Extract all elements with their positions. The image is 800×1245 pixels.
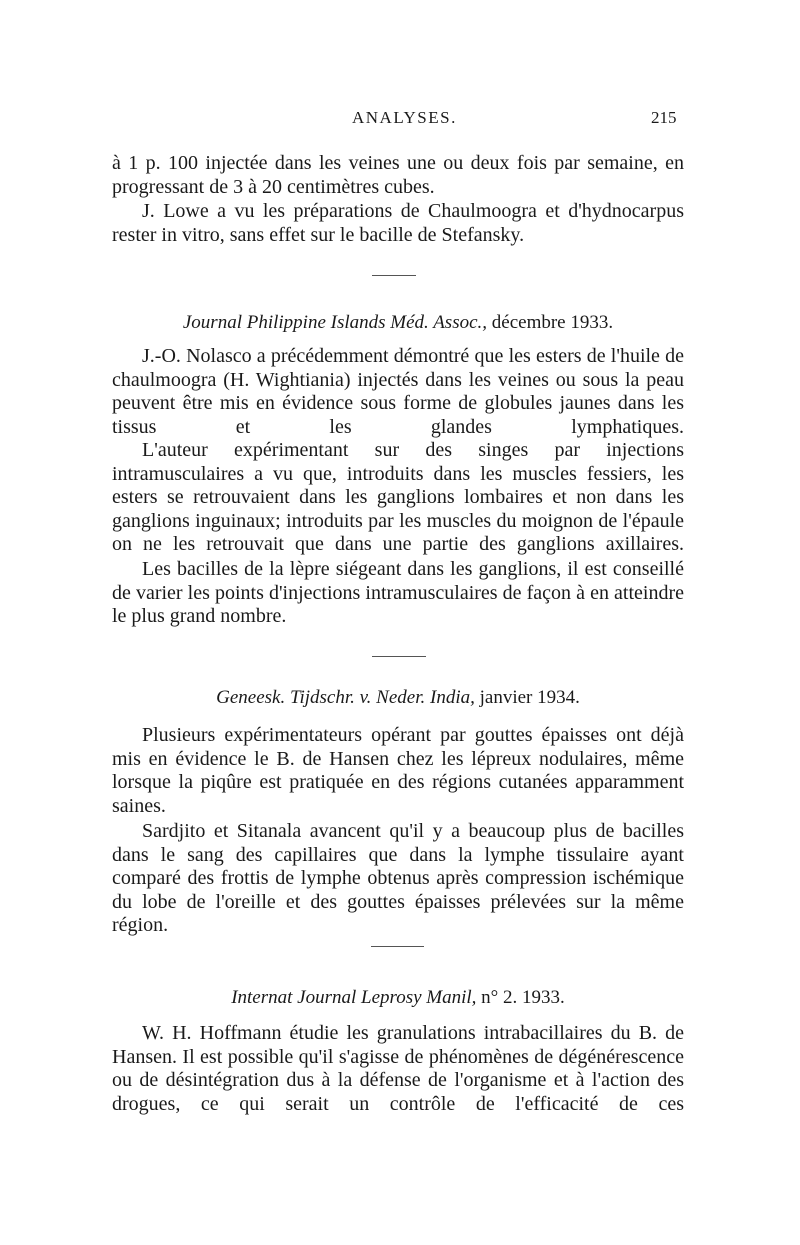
page-number: 215 (651, 108, 677, 127)
paragraph: Sardjito et Sitanala avancent qu'il y a beaucoup plus de bacilles dans le sang des capillaires que dans la lymphe tissulaire ayant comparé des frottis de lymphe obtenus après compression ischémique du lobe de l'oreille et des gouttes épaisses prélevées sur la même région. (112, 820, 684, 936)
citation-date: décembre 1933. (491, 312, 614, 333)
journal-citation (112, 311, 684, 335)
journal-title: Geneesk. Tijdschr. v. Neder. India, (216, 687, 475, 708)
paragraph: W. H. Hoffmann étudie les granulations intrabacillaires du B. de Hansen. Il est possible qu'il s'agisse de phénomènes de dégénérescence ou de désintégration dus à la défense de l'organisme et à l'action des drogues, ce qui serait un contrôle de l'efficacité de ces (112, 1022, 684, 1115)
paragraph: à 1 p. 100 injectée dans les veines une ou deux fois par semaine, en progressant de 3 à 20 centimètres cubes. (112, 152, 684, 198)
citation-date: n° 2. 1933. (481, 987, 565, 1008)
journal-citation (112, 686, 684, 710)
running-head (0, 106, 800, 132)
journal-citation (112, 986, 684, 1010)
section-divider (371, 946, 424, 947)
citation-date: janvier 1934. (479, 687, 580, 708)
paragraph: J. Lowe a vu les préparations de Chaulmoogra et d'hydnocarpus rester in vitro, sans effet sur le bacille de Stefansky. (112, 200, 684, 246)
paragraph: Les bacilles de la lèpre siégeant dans les ganglions, il est conseillé de varier les points d'injections intramusculaires de façon à en atteindre le plus grand nombre. (112, 558, 684, 627)
paragraph: Plusieurs expérimentateurs opérant par gouttes épaisses ont déjà mis en évidence le B. de Hansen chez les lépreux nodulaires, même lorsque la piqûre est pratiquée en des régions cutanées apparamment saines. (112, 724, 684, 817)
paragraph: J.-O. Nolasco a précédemment démontré que les esters de l'huile de chaulmoogra (H. Wightiania) injectés dans les veines ou sous la peau peuvent être mis en évidence sous forme de globules jaunes dans les tissus et les glandes lymphatiques. (112, 345, 684, 438)
section-divider (372, 656, 426, 657)
running-title: ANALYSES. (352, 108, 457, 127)
paragraph: L'auteur expérimentant sur des singes par injections intramusculaires a vu que, introduits dans les muscles fessiers, les esters se retrouvaient dans les ganglions lombaires et non dans les ganglions inguinaux; introduits par les muscles du moignon de l'épaule on ne les retrouvait que dans une partie des ganglions axillaires. (112, 439, 684, 555)
section-divider (372, 275, 416, 276)
journal-title: Journal Philippine Islands Méd. Assoc., (182, 312, 488, 333)
journal-title: Internat Journal Leprosy Manil, (231, 987, 477, 1008)
